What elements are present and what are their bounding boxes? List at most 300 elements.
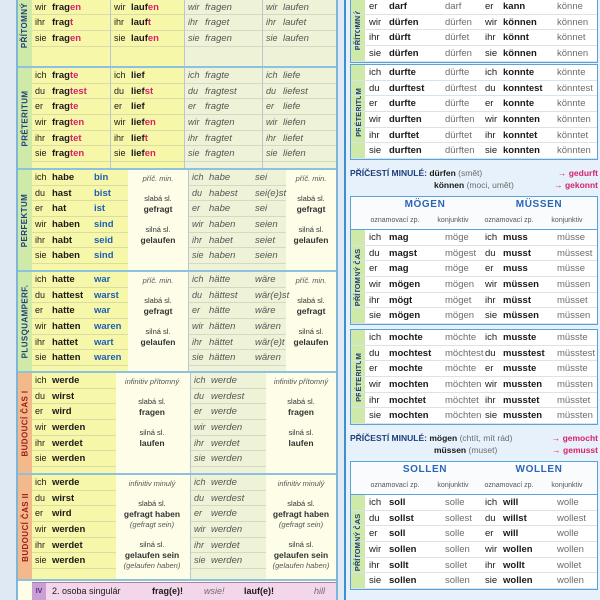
conj-row	[189, 303, 286, 319]
aux-werden: wird	[52, 508, 72, 520]
verb-form: durftest	[389, 82, 425, 94]
conj-row	[189, 272, 286, 288]
verb-form: müssen	[557, 279, 591, 291]
verb-form: mussten	[503, 379, 543, 391]
pronoun: du	[192, 289, 203, 300]
verb-form: du	[369, 247, 380, 259]
conj-row	[263, 131, 336, 147]
verb-form: ihr	[369, 129, 380, 141]
conj-row	[111, 146, 184, 162]
pronoun: er	[35, 508, 44, 519]
verb-form: fragen	[205, 1, 232, 13]
pronoun: er	[35, 203, 44, 214]
aux-werden: werdest	[211, 492, 245, 504]
conj-row	[351, 495, 597, 511]
pronoun: ihr	[114, 17, 125, 28]
aux-werden: werdet	[211, 539, 240, 551]
verb-form: konntest	[503, 82, 543, 94]
aux-haben: hätte	[209, 274, 231, 285]
verb-form: du	[485, 347, 496, 359]
conj-row	[351, 377, 597, 393]
verb-form: ich	[485, 67, 498, 78]
verb-form: möge	[445, 232, 469, 243]
conj-row	[32, 538, 116, 554]
conj-row	[111, 68, 184, 84]
note-head: příč. min.	[295, 276, 327, 285]
pronoun: du	[114, 85, 125, 96]
pronoun: ihr	[35, 336, 46, 347]
conj-row	[351, 408, 597, 424]
verb-form: konntet	[503, 129, 538, 141]
aux-haben: haben	[209, 219, 236, 231]
note-weak-alt: (gefragt sein)	[278, 520, 324, 529]
conj-row	[351, 261, 597, 277]
conj-row	[185, 99, 262, 115]
verb-form: wir	[485, 16, 498, 28]
verb-form: durfte	[389, 67, 416, 78]
aux-haben: habet	[209, 234, 233, 246]
verb-form: wir	[485, 379, 498, 391]
infinitive: müssen	[434, 445, 469, 455]
pronoun: wir	[35, 524, 47, 535]
aux-werden: werdet	[52, 539, 83, 551]
aux-werden: wirst	[52, 390, 75, 402]
conj-row	[351, 393, 597, 409]
conj-row	[263, 84, 336, 100]
conj-row	[351, 558, 597, 574]
gloss: (chtít, mít rád)	[459, 433, 513, 443]
verb-form: sie	[485, 410, 498, 422]
pronoun: ihr	[194, 437, 205, 448]
verb-form: liefe	[283, 101, 301, 113]
aux-werden: werdet	[52, 437, 83, 449]
infinitive-note	[116, 377, 188, 449]
verb-form: dürften	[445, 114, 475, 126]
aux-sein: seid	[94, 234, 114, 246]
verb-form: möget	[445, 294, 472, 306]
verb-form: konnte	[503, 98, 535, 110]
verb-form: solle	[445, 528, 465, 540]
verb-form: sollen	[389, 575, 417, 587]
col-aux-subjunctive	[188, 170, 286, 270]
modal-mögen-müssen-preterite	[350, 329, 598, 425]
mood-heading: oznamovací zp.	[370, 217, 420, 224]
note-weak-form: gefragt	[296, 306, 326, 316]
aux-sein: sei(e)st	[255, 187, 287, 199]
imperative-laufen: lauf(e)!	[244, 586, 274, 596]
pronoun: ihr	[35, 539, 46, 550]
verb-form: sie	[369, 48, 382, 60]
verb-form: dürfet	[445, 32, 470, 44]
verb-form: du	[485, 512, 496, 524]
verb-form: wollen	[503, 544, 533, 556]
note-weak: slabá sl.	[297, 296, 325, 305]
pronoun: sie	[114, 33, 126, 44]
imperative-label: IV	[32, 583, 46, 600]
gloss: (moci, umět)	[466, 180, 514, 190]
tense-section-preteritum	[18, 68, 336, 170]
verb-form: mögen	[445, 279, 475, 291]
verb-form: sollt	[389, 559, 409, 571]
pronoun: wir	[35, 321, 47, 332]
verb-stem: lief	[131, 70, 145, 81]
conj-row	[189, 233, 286, 249]
verb-form: du	[485, 247, 496, 259]
pronoun: sie	[266, 148, 278, 159]
note-strong: silná sl.	[288, 540, 314, 549]
pronoun: ich	[192, 274, 204, 284]
conj-row	[32, 553, 116, 569]
gloss: (smět)	[458, 168, 483, 178]
tense-label-text: BUDOUCÍ ČAS I	[20, 389, 30, 457]
verb-form: dürfte	[445, 98, 470, 110]
pronoun: ich	[194, 375, 206, 385]
pronoun: wir	[194, 422, 206, 433]
note-strong-form: gelaufen sein	[273, 550, 329, 560]
aux-haben: haben	[52, 219, 80, 231]
conj-row	[351, 128, 597, 144]
verb-stem: frag	[52, 101, 70, 113]
note-strong-form: gelaufen	[293, 235, 329, 245]
conj-row	[351, 65, 597, 81]
verb-form: mochte	[389, 363, 423, 375]
verb-form: mochte	[389, 332, 423, 343]
verb-ending: tet	[69, 132, 82, 144]
conj-row	[111, 84, 184, 100]
mood-heading: konjunktiv	[551, 482, 583, 489]
verb-form: er	[485, 363, 494, 375]
aux-werden: werdest	[211, 390, 245, 402]
verb-form: konnten	[503, 145, 540, 157]
participle-line	[350, 432, 598, 444]
verb-form: ihr	[485, 129, 496, 141]
modal-mögen-müssen-header	[350, 196, 598, 230]
pronoun: wir	[192, 219, 204, 230]
verb-form: wolle	[557, 528, 579, 540]
conj-row	[32, 201, 128, 217]
verb-form: wollest	[557, 512, 587, 524]
verb-form: soll	[389, 528, 406, 540]
pronoun: ich	[188, 70, 200, 80]
conj-row	[32, 68, 110, 84]
verb-ending: en	[147, 33, 159, 45]
mood-heading: oznamovací zp.	[370, 482, 420, 489]
verb-form: du	[369, 82, 380, 94]
note-head: infinitiv minulý	[277, 479, 325, 488]
verb-ending: te	[69, 101, 79, 113]
aux-werden: werden	[211, 555, 243, 567]
verb-form: wir	[369, 16, 382, 28]
verb-ending: ten	[69, 148, 85, 160]
mood-heading: konjunktiv	[437, 482, 469, 489]
aux-haben: habe	[209, 203, 231, 215]
participle-note	[286, 174, 336, 246]
verb-stem: lief	[131, 101, 145, 113]
tense-label	[18, 373, 32, 473]
modal-dürfen-können-preterite	[350, 64, 598, 160]
pronoun: ihr	[266, 17, 277, 28]
aux-werden: werden	[211, 453, 243, 465]
conj-row	[32, 0, 110, 15]
verb-stem: frag	[52, 148, 70, 160]
pronoun: ich	[194, 477, 206, 487]
conj-row	[189, 335, 286, 351]
aux-werden: wirst	[52, 492, 75, 504]
pronoun: ihr	[35, 132, 46, 143]
participle-note	[286, 276, 336, 348]
aux-sein: seien	[255, 219, 278, 231]
note-weak-form: gefragt	[143, 204, 173, 214]
verb-heading: SOLLEN	[402, 464, 448, 475]
conj-row	[32, 475, 116, 491]
conj-row	[351, 542, 597, 558]
pronoun: sie	[192, 352, 204, 363]
verb-stem: lief	[131, 117, 145, 129]
verb-ending: en	[69, 1, 82, 13]
note-strong: silná sl.	[145, 225, 171, 234]
conj-row	[191, 506, 266, 522]
conj-row	[32, 288, 128, 304]
aux-sein: waren	[94, 352, 122, 364]
pronoun: ihr	[35, 234, 46, 245]
aux-haben: haben	[52, 250, 80, 262]
conj-row	[189, 319, 286, 335]
conj-row	[189, 350, 286, 366]
verb-form: er	[369, 528, 378, 540]
aux-haben: hatten	[52, 352, 81, 364]
pronoun: du	[192, 187, 203, 198]
conj-row	[32, 272, 128, 288]
conj-row	[351, 112, 597, 128]
pronoun: ich	[35, 70, 47, 80]
verb-form: dürfen	[389, 48, 419, 60]
pronoun: sie	[188, 148, 200, 159]
note-strong-alt: (gelaufen haben)	[272, 561, 330, 570]
verb-form: laufen	[283, 33, 309, 45]
aux-sein: wart	[94, 336, 114, 348]
verb-form: wollen	[503, 575, 533, 587]
conj-row	[32, 420, 116, 436]
verb-form: durftet	[389, 129, 420, 141]
left-panel	[16, 0, 338, 600]
verb-form: ich	[369, 232, 382, 243]
verb-form: sollest	[445, 512, 472, 524]
pronoun: wir	[35, 1, 47, 12]
verb-form: er	[369, 98, 378, 110]
conj-row	[32, 217, 128, 233]
pronoun: du	[35, 390, 46, 401]
verb-form: soll	[389, 497, 406, 508]
verb-form: dürfte	[445, 67, 470, 78]
col-fragen-indicative	[32, 68, 110, 168]
conj-row	[189, 186, 286, 202]
verb-form: ich	[369, 67, 382, 78]
conj-row	[189, 201, 286, 217]
verb-form: ihr	[369, 32, 380, 44]
pronoun: wir	[35, 117, 47, 128]
note-weak-form: fragen	[139, 407, 165, 417]
pronoun: sie	[35, 555, 47, 566]
infinitive-note	[116, 479, 188, 571]
verb-form: können	[503, 48, 537, 60]
aux-haben: hätte	[209, 305, 231, 317]
conj-row	[189, 170, 286, 186]
verb-form: könnt	[503, 32, 529, 44]
verb-form: sollen	[445, 575, 470, 587]
verb-form: musst	[503, 247, 531, 259]
imperative-fragen-alt: wsie!	[204, 586, 225, 596]
verb-form: liefen	[283, 117, 306, 129]
pronoun: ich	[35, 375, 47, 385]
aux-haben: hatte	[52, 305, 75, 317]
verb-form: konnte	[503, 67, 535, 78]
verb-form: dürfen	[445, 16, 472, 28]
pronoun: er	[35, 406, 44, 417]
aux-sein: waren	[94, 321, 122, 333]
verb-form: mochten	[389, 379, 429, 391]
verb-form: wollen	[557, 575, 584, 587]
conj-row	[185, 131, 262, 147]
verb-form: wir	[369, 279, 382, 291]
note-weak: slabá sl.	[297, 194, 325, 203]
verb-stem: lief	[131, 148, 145, 160]
conj-row	[263, 115, 336, 131]
conj-row	[351, 246, 597, 262]
tense-label	[18, 0, 32, 66]
pronoun: du	[35, 85, 46, 96]
conj-row	[191, 420, 266, 436]
aux-werden: wird	[52, 406, 72, 418]
pronoun: sie	[114, 148, 126, 159]
pronoun: sie	[266, 33, 278, 44]
verb-stem: lauf	[131, 33, 148, 45]
note-strong: silná sl.	[139, 428, 165, 437]
verb-form: muss	[503, 263, 528, 275]
col-werden-subjunctive	[190, 373, 266, 473]
tense-label-text: PERFEKTUM	[20, 193, 30, 247]
verb-form: mussten	[503, 410, 543, 422]
right-panel	[344, 0, 600, 600]
verb-form: mögen	[389, 279, 421, 291]
verb-form: laufen	[283, 1, 309, 13]
verb-stem: frag	[52, 117, 70, 129]
tense-label-text: PRÉTERITUM	[353, 87, 363, 137]
conj-row	[191, 373, 266, 389]
verb-stem: frag	[52, 33, 70, 45]
verb-form: wolle	[557, 497, 579, 508]
participle-line	[350, 444, 598, 456]
verb-form: müsse	[557, 263, 585, 275]
pronoun: wir	[114, 117, 126, 128]
tense-section-pritomny	[18, 0, 336, 68]
pronoun: ihr	[188, 17, 199, 28]
conj-row	[191, 451, 266, 467]
note-weak: slabá sl.	[138, 499, 166, 508]
verb-ending: en	[144, 148, 156, 160]
pronoun: ihr	[192, 234, 203, 245]
verb-form: liefe	[283, 70, 301, 81]
verb-form: können	[503, 16, 537, 28]
conj-row	[263, 146, 336, 162]
verb-form: wollen	[557, 544, 584, 556]
note-weak-form: gefragt	[143, 306, 173, 316]
aux-werden: werde	[211, 406, 237, 418]
aux-haben: hast	[52, 187, 72, 199]
aux-haben: hattet	[52, 336, 78, 348]
verb-form: müssen	[503, 310, 539, 322]
verb-form: fragte	[205, 101, 230, 113]
tense-label	[18, 170, 32, 270]
pronoun: wir	[266, 117, 278, 128]
pronoun: wir	[188, 117, 200, 128]
verb-stem: frag	[52, 17, 70, 29]
conj-row	[191, 404, 266, 420]
conj-row	[185, 115, 262, 131]
conj-row	[32, 146, 110, 162]
aux-werden: werdet	[211, 437, 240, 449]
conj-row	[111, 99, 184, 115]
pronoun: sie	[194, 555, 206, 566]
verb-form: wir	[485, 279, 498, 291]
pronoun: er	[114, 101, 123, 112]
participle: → gedurft	[557, 168, 598, 178]
aux-sein: war	[94, 274, 111, 285]
participle-dürfen-können	[350, 167, 598, 191]
conj-row	[263, 99, 336, 115]
verb-form: magst	[389, 247, 417, 259]
verb-form: können	[557, 16, 589, 28]
pronoun: er	[192, 305, 201, 316]
conj-row	[351, 511, 597, 527]
verb-ending: te	[69, 70, 79, 81]
pronoun: sie	[35, 33, 47, 44]
verb-form: er	[485, 528, 494, 540]
aux-sein: ist	[94, 203, 106, 215]
modal-sollen-wollen-header	[350, 461, 598, 495]
participle-mögen-müssen	[350, 432, 598, 456]
pronoun: er	[35, 305, 44, 316]
tense-section-plusquamperf	[18, 272, 336, 373]
verb-form: laufet	[283, 17, 307, 29]
aux-werden: werde	[211, 477, 237, 488]
pronoun: wir	[266, 1, 278, 12]
tense-label-text: PŘÍTOMNÝ ČAS	[353, 248, 363, 306]
verb-ending: t	[147, 17, 152, 29]
note-weak-form: gefragt	[296, 204, 326, 214]
verb-form: kann	[503, 1, 526, 12]
conj-row	[189, 217, 286, 233]
verb-form: du	[485, 82, 496, 94]
verb-form: durften	[389, 114, 422, 126]
aux-werden: werden	[211, 524, 243, 536]
pronoun: wir	[35, 219, 47, 230]
verb-ending: t	[144, 132, 148, 144]
verb-form: will	[503, 497, 519, 508]
verb-form: mochtest	[389, 347, 432, 359]
verb-form: ihr	[485, 394, 496, 406]
aux-sein: warst	[94, 289, 119, 301]
verb-form: solle	[445, 497, 465, 508]
verb-form: mögen	[445, 310, 475, 322]
conj-row	[32, 99, 110, 115]
pronoun: ich	[114, 70, 126, 80]
verb-form: möchte	[445, 363, 477, 375]
conj-row	[32, 404, 116, 420]
verb-form: mögest	[445, 247, 477, 259]
note-strong-form: gelaufen sein	[124, 550, 180, 560]
verb-form: wir	[369, 114, 382, 126]
verb-form: müssten	[557, 379, 593, 391]
